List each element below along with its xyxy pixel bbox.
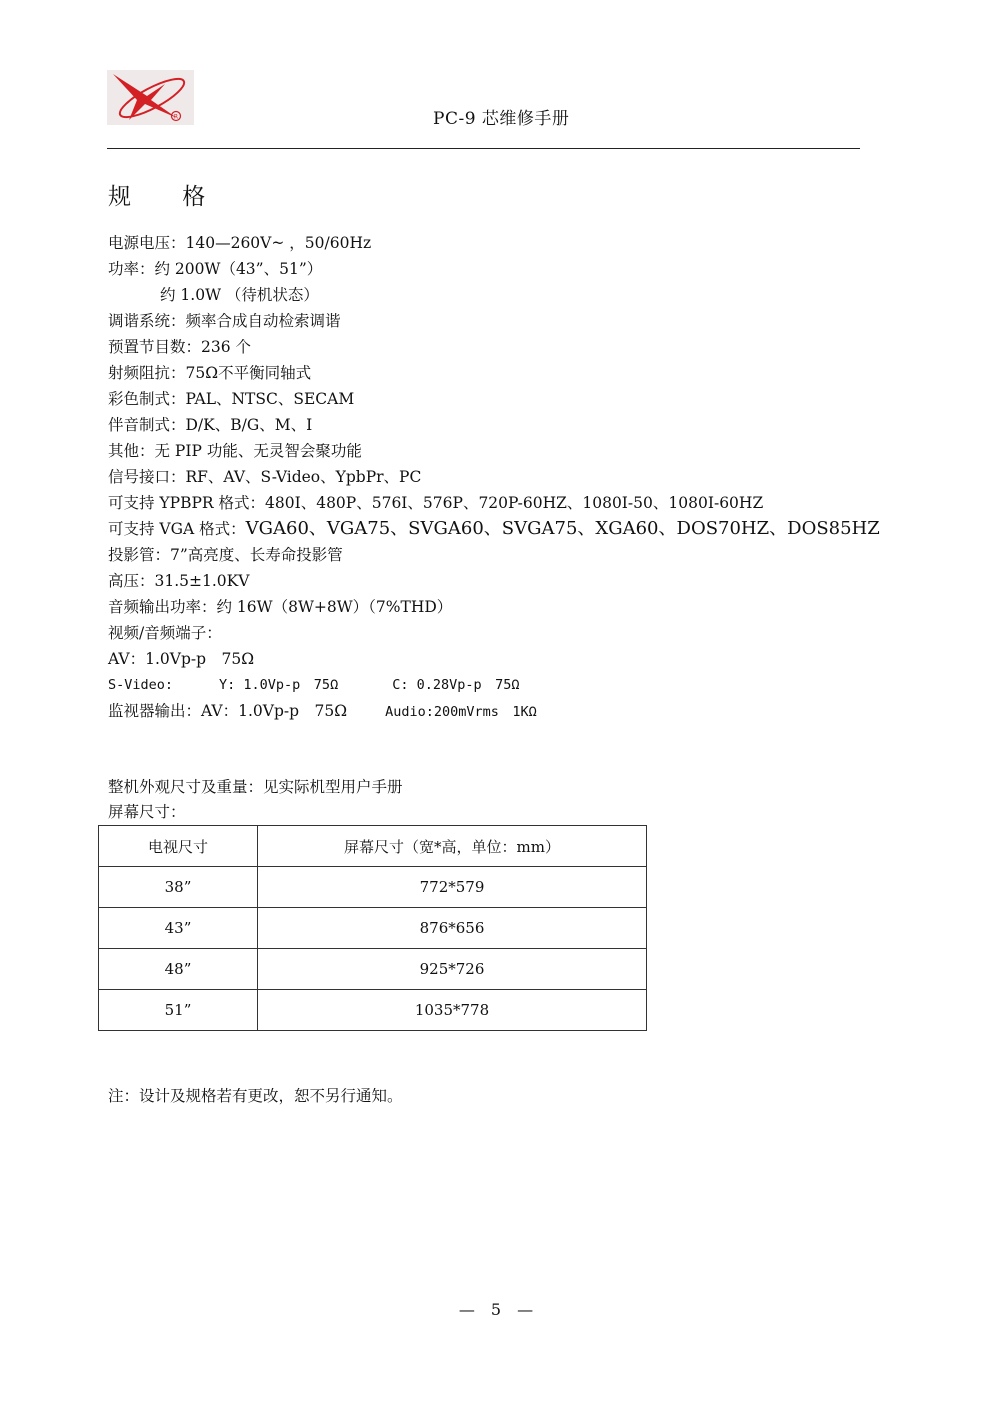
spec-monitor-output [108, 698, 888, 724]
svg-text:R: R [173, 113, 179, 121]
section-title: 规 格 [108, 184, 228, 211]
change-notice: 注：设计及规格若有更改，恕不另行通知。 [108, 1087, 403, 1105]
table-header-row [99, 826, 647, 867]
table-cell-screen-size: 1035*778 [258, 990, 647, 1031]
spec-preset-programs: 预置节目数：236 个 [108, 338, 252, 356]
table-row [99, 908, 647, 949]
spec-vga-formats [108, 516, 888, 542]
spec-svideo-label: S-Video: [108, 677, 174, 693]
table-row [99, 949, 647, 990]
table-cell-tv-size: 38” [99, 867, 258, 908]
spec-monitor-audio: Audio:200mVrms 1KΩ [385, 704, 537, 720]
spec-vga-label: 可支持 VGA 格式： [108, 520, 246, 538]
dimensions-weight-note: 整机外观尺寸及重量：见实际机型用户手册 [108, 778, 403, 796]
spec-av: AV：1.0Vp-p 75Ω [108, 650, 255, 668]
company-logo-icon [107, 70, 194, 125]
spec-tuning-system: 调谐系统：频率合成自动检索调谐 [108, 312, 341, 330]
table-header-screen-size: 屏幕尺寸（宽*高，单位：mm） [258, 826, 647, 867]
spec-color-system: 彩色制式：PAL、NTSC、SECAM [108, 390, 355, 408]
screen-size-table [98, 825, 647, 1031]
table-cell-tv-size: 43” [99, 908, 258, 949]
spec-high-voltage: 高压：31.5±1.0KV [108, 572, 250, 590]
spec-audio-output: 音频输出功率：约 16W（8W+8W）（7%THD） [108, 598, 453, 616]
spec-monitor-av: 监视器输出：AV：1.0Vp-p 75Ω [108, 702, 348, 720]
spec-svideo-c: C: 0.28Vp-p 75Ω [392, 677, 520, 693]
table-cell-tv-size: 51” [99, 990, 258, 1031]
page-number: — 5 — [458, 1300, 534, 1319]
spec-other: 其他：无 PIP 功能、无灵智会聚功能 [108, 442, 362, 460]
company-logo [107, 70, 194, 125]
spec-sound-system: 伴音制式：D/K、B/G、M、I [108, 416, 313, 434]
table-row [99, 867, 647, 908]
spec-power-consumption: 功率：约 200W（43”、51”） [108, 260, 323, 278]
table-cell-screen-size: 925*726 [258, 949, 647, 990]
header-divider [107, 148, 860, 149]
spec-av-terminals: 视频/音频端子： [108, 624, 222, 642]
spec-vga-values: VGA60、VGA75、SVGA60、SVGA75、XGA60、DOS70HZ、DOS85HZ [245, 518, 880, 539]
spec-ypbpr-formats: 可支持 YPBPR 格式：480I、480P、576I、576P、720P-60HZ、1080I-50、1080I-60HZ [108, 494, 764, 512]
spec-standby-power: 约 1.0W （待机状态） [160, 286, 319, 304]
manual-title: PC-9 芯维修手册 [433, 109, 570, 129]
spec-rf-impedance: 射频阻抗：75Ω不平衡同轴式 [108, 364, 312, 382]
spec-power-supply: 电源电压：140—260V~ ，50/60Hz [108, 234, 372, 252]
table-header-tv-size: 电视尺寸 [99, 826, 258, 867]
screen-size-label: 屏幕尺寸： [108, 803, 186, 821]
table-cell-screen-size: 876*656 [258, 908, 647, 949]
spec-svideo-y: Y: 1.0Vp-p 75Ω [219, 677, 339, 693]
spec-svideo [108, 672, 888, 698]
spec-list [108, 230, 888, 724]
table-cell-screen-size: 772*579 [258, 867, 647, 908]
spec-signal-interfaces: 信号接口：RF、AV、S-Video、YpbPr、PC [108, 468, 422, 486]
table-cell-tv-size: 48” [99, 949, 258, 990]
spec-projection-tube: 投影管：7”高亮度、长寿命投影管 [108, 546, 343, 564]
table-row [99, 990, 647, 1031]
